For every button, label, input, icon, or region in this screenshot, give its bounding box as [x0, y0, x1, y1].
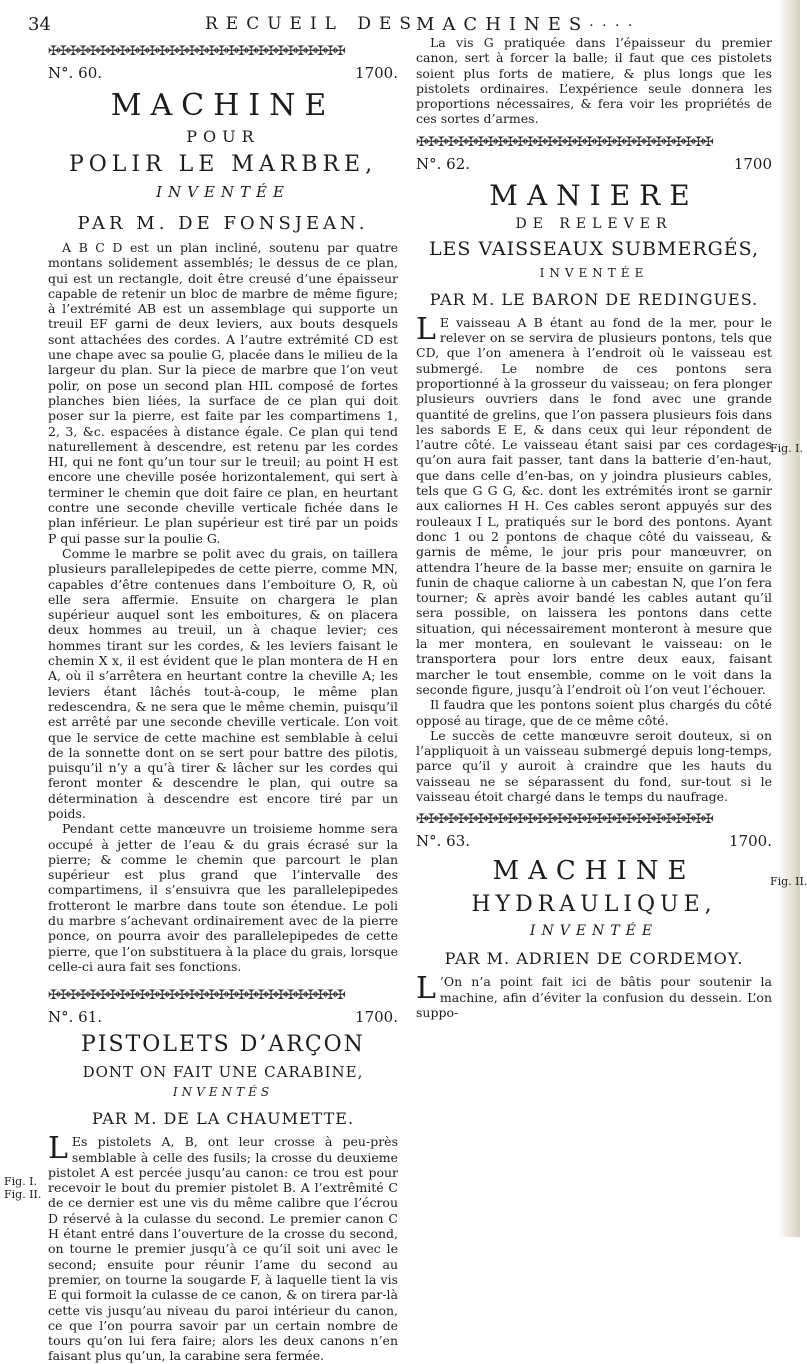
- entry-62-paragraph-2: Il faudra que les pontons soient plus chargés du côté opposé au tirage, que de ce même côté.: [416, 697, 772, 728]
- ornament-rule: ✠✠✠✠✠✠✠✠✠✠✠✠✠✠✠✠✠✠✠✠✠✠✠✠✠✠✠✠✠✠: [416, 134, 713, 150]
- entry-60-paragraph-1: A B C D est un plan incliné, soutenu par quatre montans solidement assemblés; le dessus de ce plan, qui est un rectangle, doit être creusé d’une épaisseur capable de retenir un bloc de marbre de même figure; à l’extrémité AB est un assemblage qui supporte un treuil EF garni de deux leviers, aux bouts desquels sont attachées des cordes. A l’autre extrémité CD est une chape avec sa poulie G, placée dans le milieu de la largeur du plan. Sur la piece de marbre que l’on veut polir, on pose un second plan HIL composé de fortes planches bien liées, la surface de ce plan qui doit poser sur la pierre, est faite par les compartimens 1, 2, 3, &c. espacées à distance égale. Ce plan qui tend naturellement à descendre, est retenu par les cordes HI, qui ne font qu’un tour sur le treuil; au point H est encore une cheville posée horizontalement, qui sert à terminer le chemin que doit faire ce plan, en heurtant contre une seconde cheville verticale fichée dans le plan inférieur. Le plan supérieur est tiré par un poids P qui passe sur la poulie G.: [48, 240, 398, 546]
- entry-61-title: PISTOLETS D’ARÇON: [81, 1032, 365, 1058]
- ornament-rule: ✠✠✠✠✠✠✠✠✠✠✠✠✠✠✠✠✠✠✠✠✠✠✠✠✠✠✠✠✠✠: [48, 988, 345, 1004]
- entry-60-title: MACHINE: [110, 88, 336, 123]
- page-number: 34: [28, 14, 51, 35]
- entry-63-title: MACHINE: [492, 856, 696, 887]
- entry-62-sub: DE RELEVER: [515, 215, 673, 232]
- entry-61-invented: INVENTÉS: [172, 1085, 274, 1100]
- entry-60-header: [48, 64, 398, 82]
- entry-60-number: N°. 60.: [48, 64, 103, 82]
- right-column: [416, 14, 772, 1020]
- entry-61-number: N°. 61.: [48, 1008, 103, 1027]
- drop-cap: L: [416, 971, 436, 1007]
- entry-60-year: 1700.: [355, 64, 398, 82]
- entry-61-header: [48, 1008, 398, 1026]
- entry-63-invented: INVENTÉE: [529, 923, 659, 940]
- entry-63-header: [416, 832, 772, 850]
- entry-63-sub: HYDRAULIQUE,: [471, 892, 717, 918]
- ornament-rule: ✠✠✠✠✠✠✠✠✠✠✠✠✠✠✠✠✠✠✠✠✠✠✠✠✠✠✠✠✠✠: [48, 44, 345, 59]
- entry-62-paragraph-1-text: E vaisseau A B étant au fond de la mer, pour le relever on se servira de plusieurs pontons, tels que CD, que l’on amenera à l’endroit où le vaisseau est submergé. Le nombre de ces pontons sera proportionné à la grosseur du vaisseau; on fera plonger plusieurs ouvriers dans le fond avec une grande quantité de grelins, que l’on passera plusieurs fois dans les sabords E E, & dans ceux qui leur répondent de l’autre côté. Le vaisseau étant saisi par ces cordages qu’on aura fait passer, tant dans la batterie d’en-haut, que dans celle d’en-bas, on y joindra plusieurs cables, tels que G G G, &c. dont les extrémités iront se garnir aux caliornes H H. Ces cables seront appuyés sur des rouleaux I L, pratiqués sur le bord des pontons. Ayant donc 1 ou 2 pontons de chaque côté du vaisseau, & garnis de même, le jour pris pour manœuvrer, on attendra l’heure de la basse mer; ensuite on garnira le funin de chaque caliorne à un cabestan N, que l’on fera tourner; & après avoir bandé les cables autant qu’il sera possible, on laissera les pontons dans cette situation, qui nécessairement monteront à mesure que la mer montera, en soulevant le vaisseau: on le transportera pour lors entre deux eaux, faisant marcher le tout ensemble, comme on le voit dans la seconde figure, jusqu’à l’endroit où l’on veut l’échouer.: [416, 314, 772, 697]
- margin-fig-1-right: Fig. I.: [770, 442, 804, 455]
- running-head-right-title: MACHINES: [416, 14, 590, 35]
- entry-62-year: 1700: [733, 154, 772, 173]
- entry-62-header: [416, 155, 772, 173]
- running-head-dots: · · · ·: [589, 18, 635, 34]
- entry-60-paragraph-2: Comme le marbre se polit avec du grais, on taillera plusieurs parallelepipedes de cette pierre, comme MN, capables d’être contenues dans l’emboiture O, R, où elle sera affermie. Ensuite on chargera le plan supérieur auquel sont les emboitures, & on placera deux hommes au treuil, un à chaque levier; ces hommes tirant sur les cordes, & les leviers faisant le chemin X x, il est évident que le plan montera de H en A, où il s’arrêtera en heurtant contre la cheville A; les leviers étant lâchés tout-à-coup, le même plan redescendra, & ne sera que le même chemin, puisqu’il est arrêté par une seconde cheville verticale. L’on voit que le service de cette machine est semblable à celui de la sonnette dont on se sert pour battre des pilotis, puisqu’il n’y a qu’à tirer & lâcher sur les cordes qui feront monter & descendre le plan, qui outre sa détermination à descendre est encore tiré par un poids.: [48, 545, 398, 821]
- margin-fig-2: Fig. II.: [4, 1188, 42, 1201]
- entry-60-title-pour: POUR: [186, 127, 260, 146]
- margin-fig-1: Fig. I.: [4, 1175, 38, 1188]
- entry-60-paragraph-3: Pendant cette manœuvre un troisieme homme sera occupé à jetter de l’eau & du grais écrasé sur la pierre; & comme le chemin que parcourt le plan supérieur est plus grand que l’intervalle des compartimens, il s’ensuivra que les parallelepipedes frotteront le marbre dans toute son étendue. Le poli du marbre s’achevant ordinairement avec de la pierre ponce, on pourra avoir des parallelepipedes de cette pierre, que l’on substituera à la place du grais, lorsque celle-ci aura fait ses fonctions.: [48, 821, 398, 974]
- entry-60-title-polir: POLIR LE MARBRE,: [68, 152, 378, 177]
- entry-62-number: N°. 62.: [416, 154, 471, 173]
- entry-63-paragraph-1-text: ’On n’a point fait ici de bâtis pour soutenir la machine, afin d’éviter la confusion du dessein. L’on suppo-: [416, 974, 772, 1020]
- entry-63-number: N°. 63.: [416, 832, 471, 851]
- entry-62-title-2: LES VAISSEAUX SUBMERGÉS,: [428, 237, 760, 260]
- page-edge-shadow: [778, 0, 800, 1237]
- running-head-right: [416, 14, 772, 35]
- entry-62-title: MANIERE: [489, 178, 699, 212]
- entry-62-author: PAR M. LE BARON DE REDINGUES.: [429, 289, 759, 309]
- entry-63-paragraph-1: [416, 971, 772, 1020]
- drop-cap: L: [48, 1131, 68, 1167]
- margin-fig-2-right: Fig. II.: [770, 875, 807, 888]
- entry-61-author: PAR M. DE LA CHAUMETTE.: [91, 1109, 355, 1129]
- entry-61-year: 1700.: [355, 1008, 398, 1027]
- entry-63-author: PAR M. ADRIEN DE CORDEMOY.: [444, 949, 744, 969]
- entry-60-author: PAR M. DE FONSJEAN.: [77, 213, 369, 234]
- ornament-rule: ✠✠✠✠✠✠✠✠✠✠✠✠✠✠✠✠✠✠✠✠✠✠✠✠✠✠✠✠✠✠: [416, 812, 713, 828]
- running-head-left: RECUEIL DES: [205, 14, 420, 34]
- entry-61-paragraph-text: Es pistolets A, B, ont leur crosse à peu-près semblable à celle des fusils; la crosse du deuxieme pistolet A est percée jusqu’au canon: ce trou est pour recevoir le bout du premier pistolet B. A l’extrêmité C de ce dernier est une vis du même calibre que l’écrou D réservé à la culasse du second. Le premier canon C H étant entré dans l’ouverture de la crosse du second, on tourne le premier jusqu’à ce qu’il soit uni avec le second; ensuite pour réunir l’ame du second au premier, on tourne la sougarde F, à laquelle tient la vis E qui formoit la culasse de ce canon, & on tirera par-là cette vis jusqu’au niveau du paroi intérieur du canon, ce que l’on pourra savoir par un certain nombre de tours qu’on lui fera faire; alors les deux canons n’en faisant plus qu’un, la carabine sera fermée.: [48, 1134, 398, 1364]
- entry-61-subtitle: DONT ON FAIT UNE CARABINE,: [82, 1063, 364, 1082]
- entry-61-paragraph-start: [48, 1131, 398, 1364]
- entry-62-paragraph-3: Le succès de cette manœuvre seroit douteux, si on l’appliquoit à un vaisseau submergé depuis long-temps, parce qu’il y auroit à craindre que les hauts du vaisseau ne se séparassent du fond, sur-tout si le vaisseau étoit chargé dans le temps du naufrage.: [416, 727, 772, 804]
- drop-cap: L: [416, 311, 436, 347]
- entry-62-invented: INVENTÉE: [539, 265, 649, 280]
- entry-61-paragraph-2: La vis G pratiquée dans l’épaisseur du premier canon, sert à forcer la balle; il faut que ces pistolets soient plus forts de matiere, & plus longs que les pistolets ordinaires. L’expérience seule donnera les proportions nécessaires, & fera voir les propriétés de ces sortes d’armes.: [416, 35, 772, 127]
- left-column: [48, 44, 398, 1364]
- entry-63-year: 1700.: [729, 832, 772, 851]
- entry-60-invented: INVENTÉE: [156, 183, 290, 201]
- entry-62-paragraph-1: [416, 311, 772, 697]
